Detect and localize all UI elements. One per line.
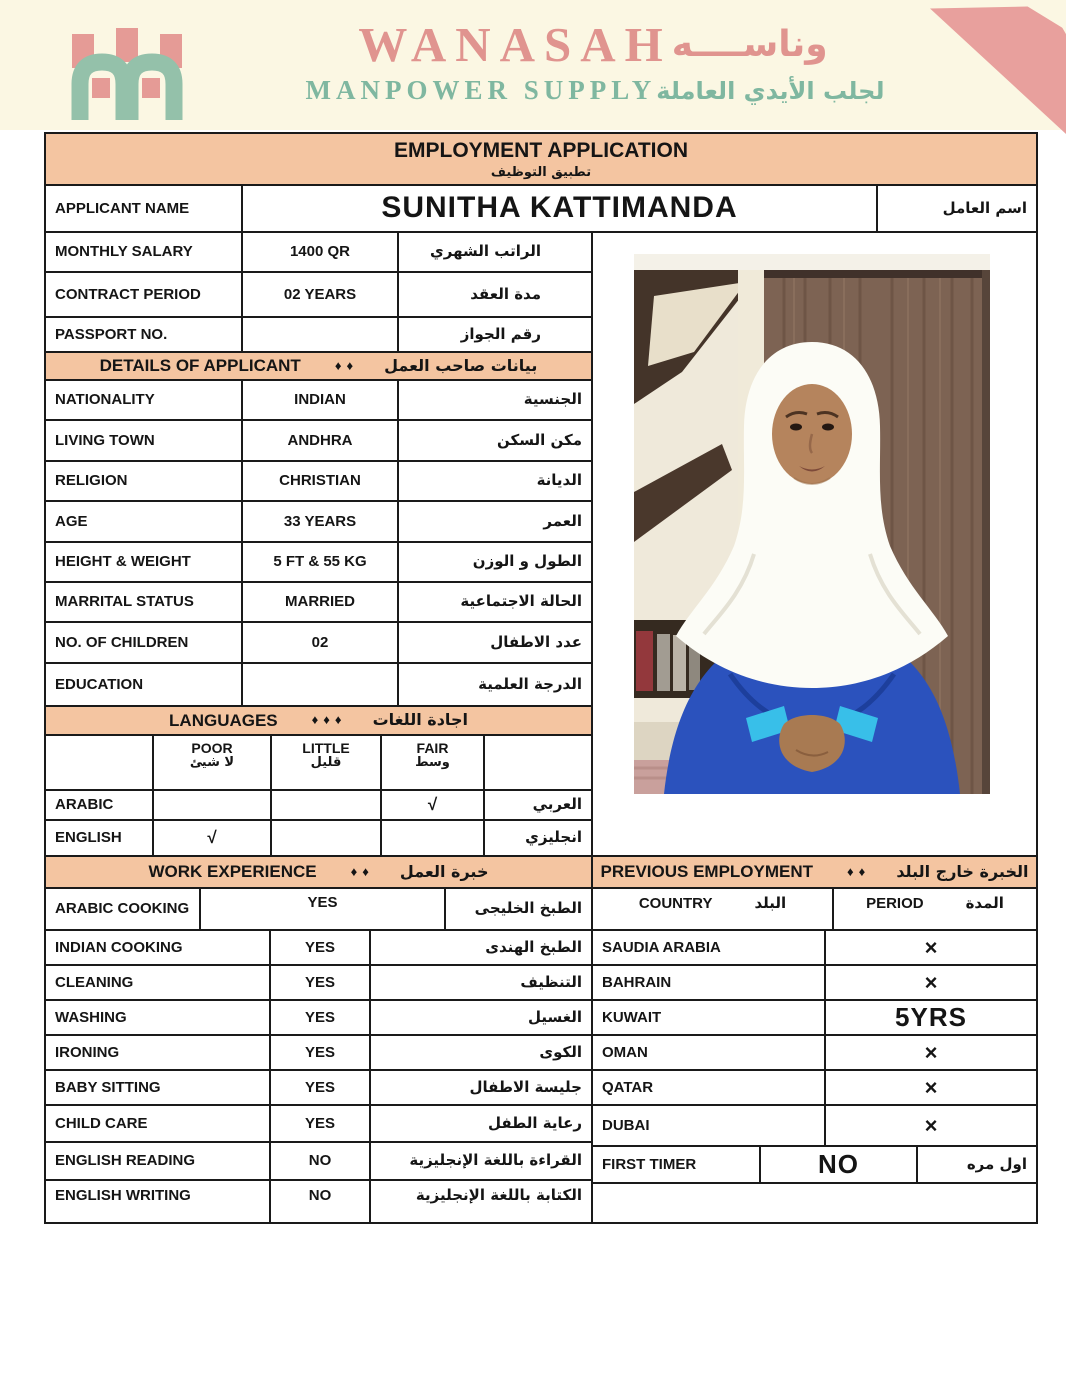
child-care-label-ar: رعاية الطفل <box>370 1105 592 1142</box>
work-experience-section-header <box>45 856 592 888</box>
little-label: LITTLE <box>302 740 350 756</box>
languages-header-en: LANGUAGES <box>169 710 278 730</box>
washing-value: YES <box>270 1000 370 1035</box>
marital-status-label: MARRITAL STATUS <box>45 582 242 622</box>
details-section-header <box>45 352 592 380</box>
english-fair-cell <box>381 820 484 856</box>
brand-name-en: WANASAH <box>358 17 672 72</box>
brand-lockup <box>195 17 1005 105</box>
height-weight-label: HEIGHT & WEIGHT <box>45 542 242 582</box>
nationality-value: INDIAN <box>242 380 398 420</box>
languages-col-little <box>271 735 381 790</box>
contract-period-label: CONTRACT PERIOD <box>45 272 242 317</box>
english-writing-value: NO <box>270 1180 370 1223</box>
first-timer-value: NO <box>760 1146 917 1183</box>
marital-status-label-ar: الحالة الاجتماعية <box>398 582 592 622</box>
applicant-photo <box>634 254 990 794</box>
washing-label: WASHING <box>45 1000 270 1035</box>
applicant-name-label-ar: اسم العامل <box>877 185 1037 232</box>
previous-employment-header-ar: الخبرة خارج البلد <box>896 861 1029 881</box>
work-experience-header-en: WORK EXPERIENCE <box>148 862 317 882</box>
ironing-label: IRONING <box>45 1035 270 1070</box>
country-qatar: QATAR <box>592 1070 825 1105</box>
period-saudia-arabia: × <box>825 930 1037 965</box>
period-header-en: PERIOD <box>866 895 924 912</box>
cleaning-value: YES <box>270 965 370 1000</box>
passport-no-label-ar: رقم الجواز <box>398 317 592 352</box>
indian-cooking-value: YES <box>270 930 370 965</box>
wanasah-logo-icon <box>66 28 188 120</box>
cleaning-label-ar: التنظيف <box>370 965 592 1000</box>
arabic-language-label: ARABIC <box>45 790 153 820</box>
arabic-little-cell <box>271 790 381 820</box>
diamond-separator-icon: ♦♦ <box>847 863 871 879</box>
age-label-ar: العمر <box>398 501 592 542</box>
languages-col-poor <box>153 735 271 790</box>
religion-label-ar: الديانة <box>398 461 592 501</box>
period-qatar: × <box>825 1070 1037 1105</box>
living-town-value: ANDHRA <box>242 420 398 461</box>
form-title-ar: تطبيق التوظيف <box>490 164 592 180</box>
age-label: AGE <box>45 501 242 542</box>
education-label-ar: الدرجة العلمية <box>398 663 592 706</box>
english-reading-label: ENGLISH READING <box>45 1142 270 1180</box>
ironing-label-ar: الكوى <box>370 1035 592 1070</box>
height-weight-value: 5 FT & 55 KG <box>242 542 398 582</box>
education-label: EDUCATION <box>45 663 242 706</box>
washing-label-ar: الغسيل <box>370 1000 592 1035</box>
previous-employment-header-en: PREVIOUS EMPLOYMENT <box>600 862 814 882</box>
monthly-salary-label: MONTHLY SALARY <box>45 232 242 272</box>
english-reading-label-ar: القراءة باللغة الإنجليزية <box>370 1142 592 1180</box>
passport-no-label: PASSPORT NO. <box>45 317 242 352</box>
arabic-cooking-label: ARABIC COOKING <box>45 888 200 930</box>
english-writing-label: ENGLISH WRITING <box>45 1180 270 1223</box>
child-care-value: YES <box>270 1105 370 1142</box>
living-town-label-ar: مكن السكن <box>398 420 592 461</box>
languages-section-header <box>45 706 592 735</box>
diamond-separator-icon: ♦♦♦ <box>311 712 347 728</box>
form-title-en: EMPLOYMENT APPLICATION <box>394 138 688 162</box>
fair-label-ar: وسط <box>415 755 450 771</box>
period-column-header <box>833 888 1037 930</box>
applicant-name-label: APPLICANT NAME <box>45 185 242 232</box>
indian-cooking-label: INDIAN COOKING <box>45 930 270 965</box>
age-value: 33 YEARS <box>242 501 398 542</box>
letterhead-banner <box>0 0 1066 130</box>
arabic-language-label-ar: العربي <box>484 790 592 820</box>
contract-period-label-ar: مدة العقد <box>398 272 592 317</box>
nationality-label-ar: الجنسية <box>398 380 592 420</box>
first-timer-label: FIRST TIMER <box>592 1146 760 1183</box>
english-little-cell <box>271 820 381 856</box>
religion-value: CHRISTIAN <box>242 461 398 501</box>
arabic-fair-checkmark: √ <box>381 790 484 820</box>
previous-employment-section-header <box>592 856 1037 888</box>
country-saudia-arabia: SAUDIA ARABIA <box>592 930 825 965</box>
education-value <box>242 663 398 706</box>
period-kuwait: 5YRS <box>825 1000 1037 1035</box>
period-bahrain: × <box>825 965 1037 1000</box>
child-care-label: CHILD CARE <box>45 1105 270 1142</box>
country-header-ar: البلد <box>754 894 787 912</box>
little-label-ar: قليل <box>310 755 342 771</box>
period-header-ar: المدة <box>965 894 1004 912</box>
english-reading-value: NO <box>270 1142 370 1180</box>
ironing-value: YES <box>270 1035 370 1070</box>
details-header-en: DETAILS OF APPLICANT <box>99 356 301 376</box>
diamond-separator-icon: ♦♦ <box>334 357 359 373</box>
languages-corner-cell <box>45 735 153 790</box>
baby-sitting-value: YES <box>270 1070 370 1105</box>
passport-no-value <box>242 317 398 352</box>
country-bahrain: BAHRAIN <box>592 965 825 1000</box>
cleaning-label: CLEANING <box>45 965 270 1000</box>
monthly-salary-label-ar: الراتب الشهري <box>398 232 592 272</box>
languages-ar-col-header <box>484 735 592 790</box>
country-header-en: COUNTRY <box>638 895 713 912</box>
living-town-label: LIVING TOWN <box>45 420 242 461</box>
first-timer-label-ar: اول مره <box>917 1146 1037 1183</box>
arabic-cooking-value: YES <box>200 888 445 930</box>
height-weight-label-ar: الطول و الوزن <box>398 542 592 582</box>
indian-cooking-label-ar: الطبخ الهندى <box>370 930 592 965</box>
applicant-name-value: SUNITHA KATTIMANDA <box>242 185 877 232</box>
period-dubai: × <box>825 1105 1037 1146</box>
languages-header-ar: اجادة اللغات <box>372 710 468 730</box>
baby-sitting-label: BABY SITTING <box>45 1070 270 1105</box>
monthly-salary-value: 1400 QR <box>242 232 398 272</box>
brand-name-ar: وناســــه <box>671 23 828 65</box>
poor-label: POOR <box>191 740 233 756</box>
arabic-cooking-label-ar: الطبخ الخليجى <box>445 888 592 930</box>
details-header-ar: بيانات صاحب العمل <box>384 355 538 375</box>
poor-label-ar: لا شيئ <box>189 755 235 771</box>
diamond-separator-icon: ♦♦ <box>350 863 374 879</box>
form-title-bar <box>45 133 1037 185</box>
brand-tagline-ar: لجلب الأيدي العاملة <box>656 76 885 105</box>
arabic-poor-cell <box>153 790 271 820</box>
applicant-photo-cell <box>592 232 1037 856</box>
country-oman: OMAN <box>592 1035 825 1070</box>
religion-label: RELIGION <box>45 461 242 501</box>
contract-period-value: 02 YEARS <box>242 272 398 317</box>
children-label: NO. OF CHILDREN <box>45 622 242 663</box>
work-experience-header-ar: خبرة العمل <box>399 861 489 881</box>
english-language-label: ENGLISH <box>45 820 153 856</box>
english-poor-checkmark: √ <box>153 820 271 856</box>
country-kuwait: KUWAIT <box>592 1000 825 1035</box>
country-column-header <box>592 888 833 930</box>
country-dubai: DUBAI <box>592 1105 825 1146</box>
nationality-label: NATIONALITY <box>45 380 242 420</box>
children-label-ar: عدد الاطفال <box>398 622 592 663</box>
fair-label: FAIR <box>416 740 449 756</box>
baby-sitting-label-ar: جليسة الاطفال <box>370 1070 592 1105</box>
brand-tagline-en: MANPOWER SUPPLY <box>305 75 657 105</box>
children-value: 02 <box>242 622 398 663</box>
english-language-label-ar: انجليزي <box>484 820 592 856</box>
languages-col-fair <box>381 735 484 790</box>
period-oman: × <box>825 1035 1037 1070</box>
english-writing-label-ar: الكتابة باللغة الإنجليزية <box>370 1180 592 1223</box>
marital-status-value: MARRIED <box>242 582 398 622</box>
empty-bottom-cell <box>592 1183 1037 1223</box>
